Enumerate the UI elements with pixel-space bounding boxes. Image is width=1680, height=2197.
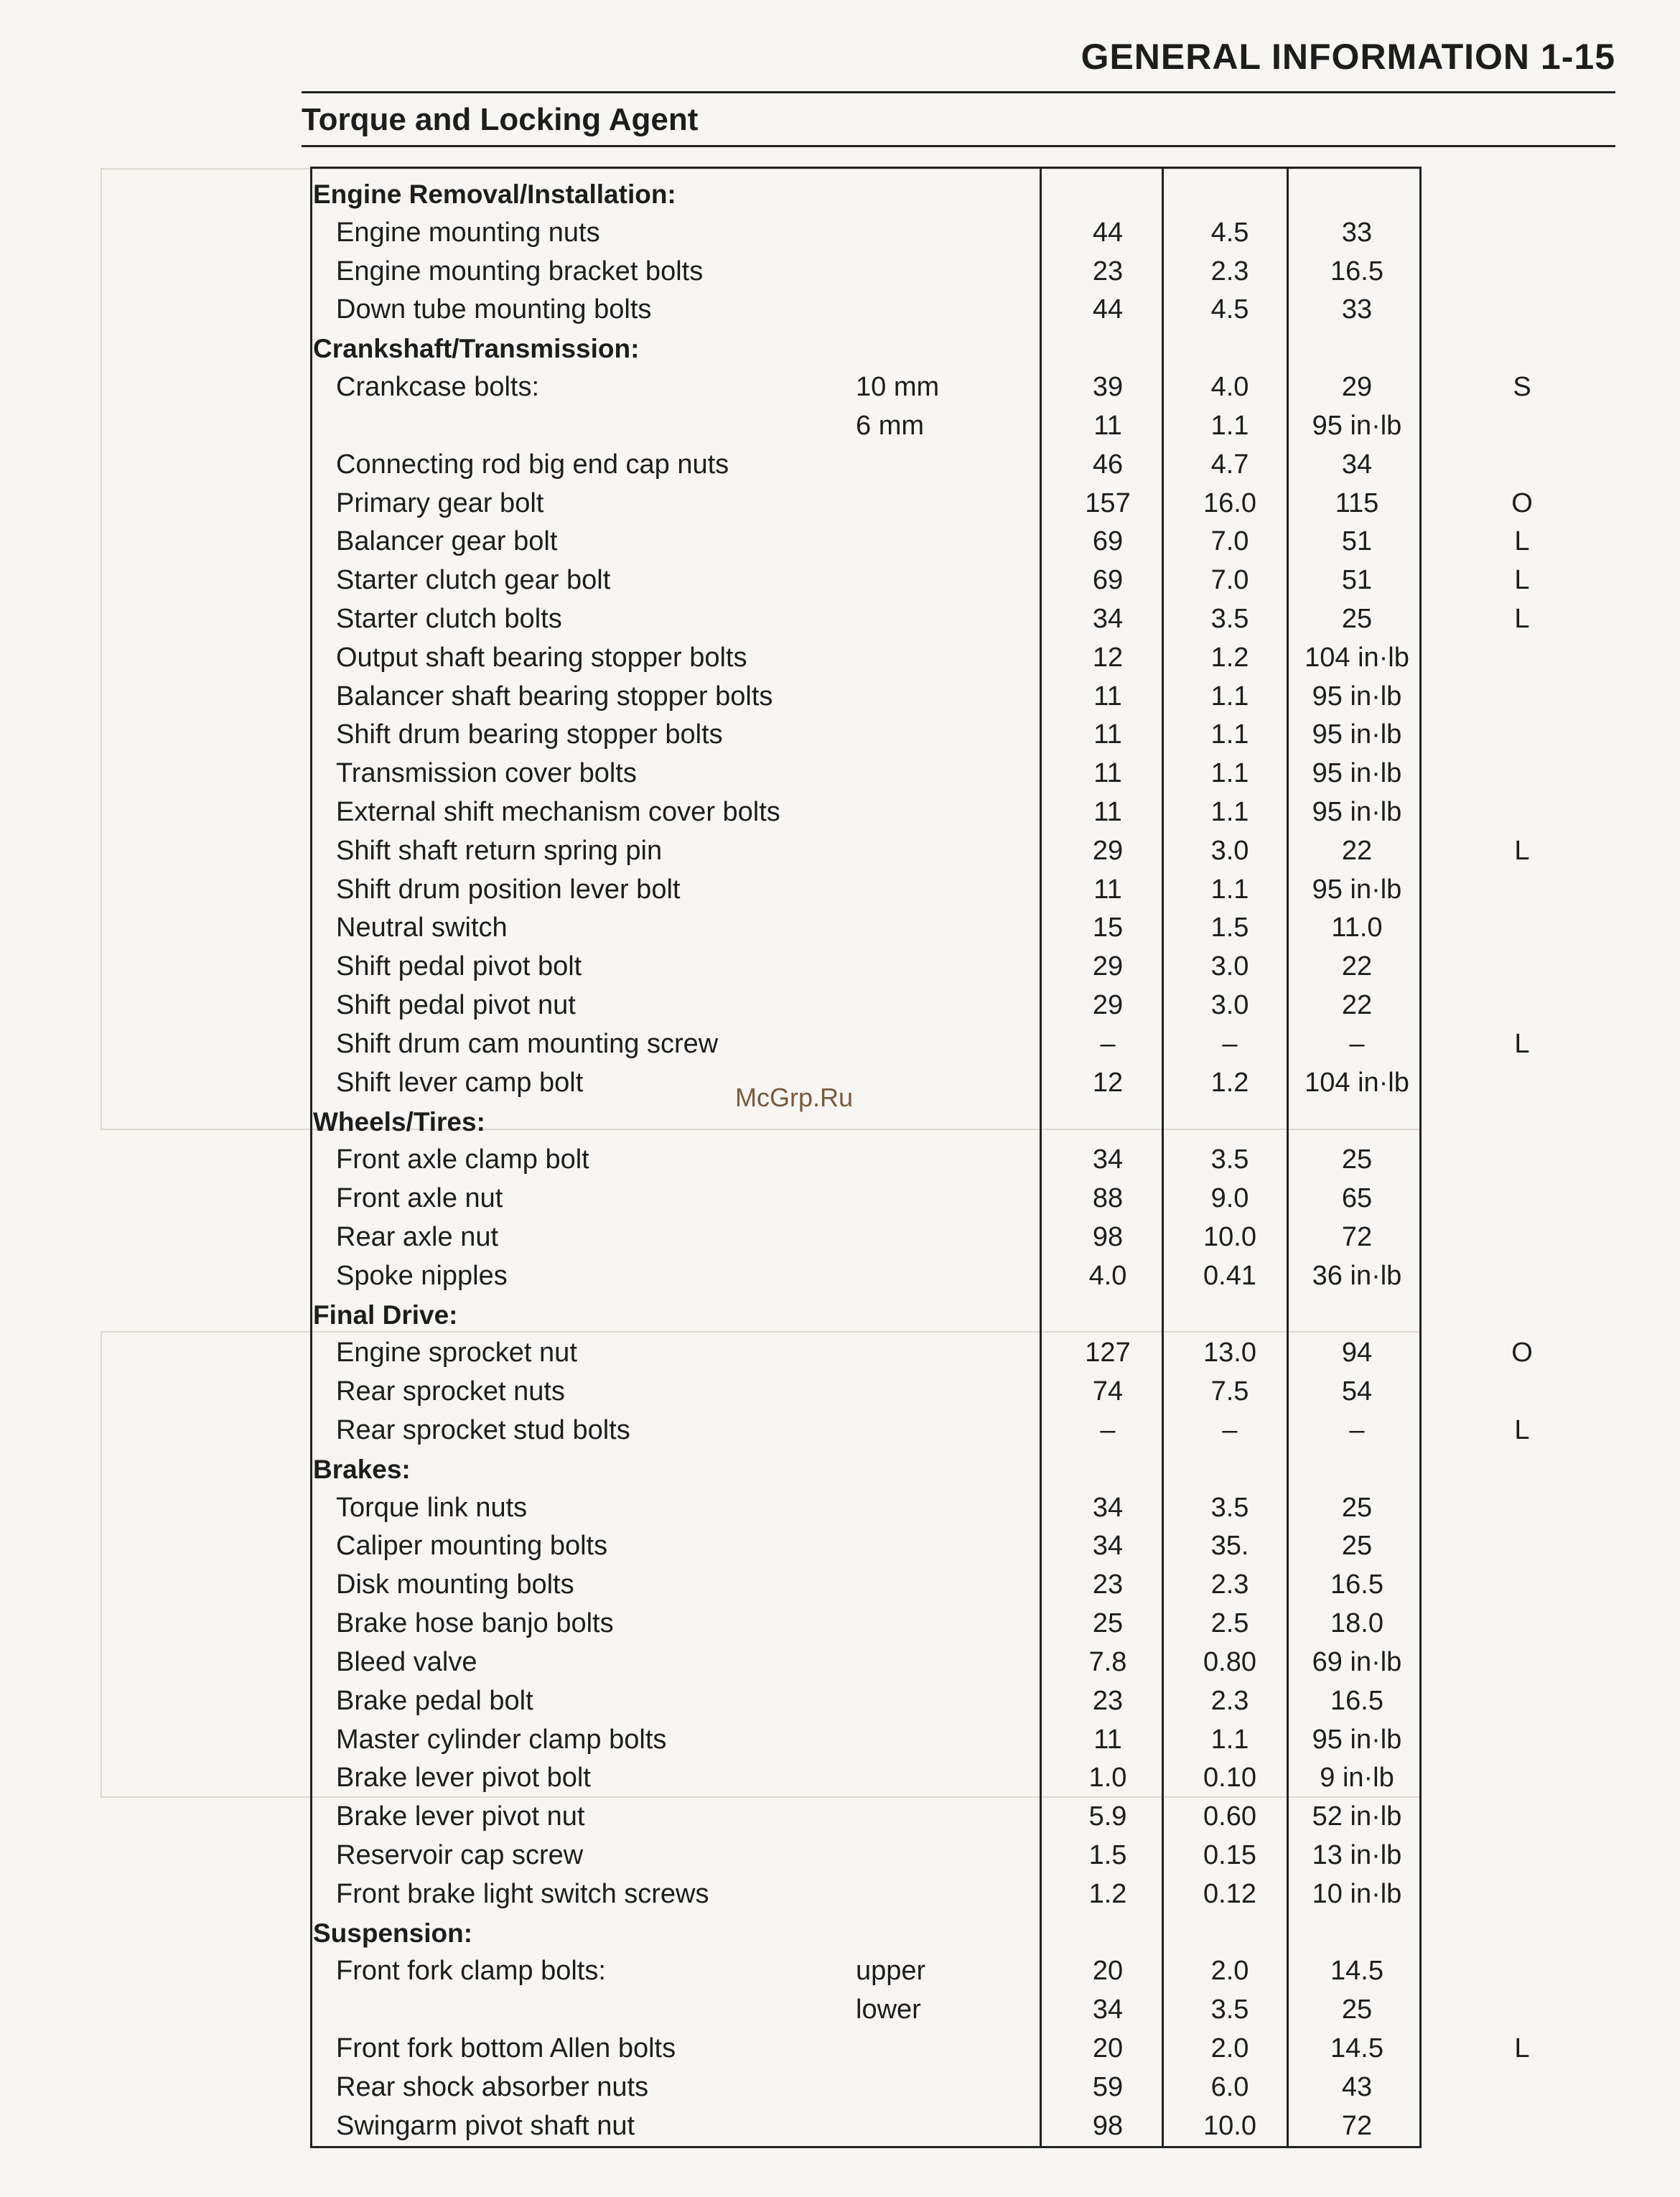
torque-ftlb: 25 — [1341, 1531, 1373, 1562]
torque-nm: 34 — [1092, 1492, 1124, 1523]
torque-kgm: 1.1 — [1210, 1724, 1249, 1755]
page-header-title: GENERAL INFORMATION 1-15 — [1081, 37, 1615, 77]
torque-ftlb: 25 — [1341, 1492, 1373, 1523]
torque-ftlb: 95 in·lb — [1312, 797, 1402, 827]
torque-nm: 44 — [1092, 294, 1124, 325]
table-row — [0, 909, 1680, 948]
torque-nm: 20 — [1092, 2033, 1124, 2063]
torque-kgm: 3.0 — [1210, 835, 1249, 866]
table-row — [0, 1180, 1680, 1218]
remark-code: L — [1514, 1028, 1530, 1059]
remark-code: O — [1511, 488, 1533, 518]
table-row — [0, 1373, 1680, 1412]
torque-nm: 44 — [1092, 217, 1124, 248]
table-row — [0, 600, 1680, 639]
fastener-size-label: upper — [856, 1956, 926, 1987]
torque-ftlb: 95 in·lb — [1312, 410, 1402, 441]
table-row — [0, 1257, 1680, 1296]
torque-ftlb: 16.5 — [1330, 1569, 1383, 1600]
torque-nm: 69 — [1092, 526, 1124, 557]
fastener-label: Front axle nut — [336, 1183, 503, 1214]
category-label: Wheels/Tires: — [313, 1106, 485, 1137]
fastener-label: Starter clutch bolts — [336, 603, 562, 634]
category-row — [0, 175, 1680, 214]
fastener-label: Brake pedal bolt — [336, 1685, 533, 1716]
torque-ftlb: 16.5 — [1330, 256, 1383, 286]
fastener-label: Shift drum cam mounting screw — [336, 1028, 719, 1059]
torque-kgm: 1.1 — [1210, 719, 1249, 750]
torque-ftlb: 16.5 — [1330, 1685, 1383, 1716]
torque-ftlb: 72 — [1341, 1221, 1373, 1252]
torque-ftlb: 72 — [1341, 2110, 1373, 2141]
torque-kgm: – — [1222, 1415, 1238, 1445]
torque-kgm: 1.2 — [1210, 1067, 1249, 1098]
table-row — [0, 871, 1680, 910]
torque-ftlb: 51 — [1341, 565, 1373, 596]
torque-kgm: 0.10 — [1203, 1763, 1256, 1793]
torque-nm: 11 — [1093, 719, 1122, 750]
torque-kgm: 0.60 — [1203, 1801, 1256, 1832]
fastener-label: Shift shaft return spring pin — [336, 835, 663, 866]
torque-kgm: 10.0 — [1203, 2110, 1256, 2141]
fastener-label: Front axle clamp bolt — [336, 1144, 589, 1175]
torque-ftlb: 34 — [1341, 449, 1373, 480]
torque-nm: 98 — [1092, 2110, 1124, 2141]
torque-ftlb: 104 in·lb — [1305, 642, 1409, 673]
fastener-label: Brake lever pivot bolt — [336, 1763, 591, 1793]
torque-kgm: 1.1 — [1210, 410, 1249, 441]
table-row — [0, 1643, 1680, 1682]
torque-kgm: 1.5 — [1210, 913, 1249, 943]
torque-nm: 157 — [1085, 488, 1131, 518]
remark-code: O — [1511, 1338, 1533, 1368]
remark-code: L — [1514, 835, 1530, 866]
fastener-label: Transmission cover bolts — [336, 758, 637, 789]
torque-ftlb: 14.5 — [1330, 1956, 1383, 1987]
torque-kgm: 2.3 — [1210, 1569, 1249, 1600]
torque-nm: – — [1100, 1415, 1116, 1445]
torque-ftlb: 22 — [1341, 951, 1373, 982]
remark-code: L — [1514, 1415, 1530, 1445]
table-row — [0, 1952, 1680, 1991]
fastener-label: Swingarm pivot shaft nut — [336, 2110, 635, 2141]
fastener-label: Front brake light switch screws — [336, 1878, 709, 1909]
table-row — [0, 407, 1680, 446]
torque-nm: 1.0 — [1088, 1763, 1127, 1793]
torque-ftlb: – — [1349, 1028, 1365, 1059]
category-label: Final Drive: — [313, 1300, 458, 1330]
torque-ftlb: 65 — [1341, 1183, 1373, 1214]
torque-kgm: 13.0 — [1203, 1338, 1256, 1368]
table-row — [0, 1412, 1680, 1450]
torque-nm: 34 — [1092, 1531, 1124, 1562]
torque-kgm: 10.0 — [1203, 1221, 1256, 1252]
table-row — [0, 2030, 1680, 2068]
table-row — [0, 446, 1680, 485]
torque-nm: 25 — [1092, 1608, 1124, 1639]
torque-kgm: 7.0 — [1210, 565, 1249, 596]
torque-nm: 59 — [1092, 2071, 1124, 2102]
category-label: Engine Removal/Installation: — [313, 179, 676, 209]
torque-nm: 23 — [1092, 1685, 1124, 1716]
torque-kgm: 3.5 — [1210, 1995, 1249, 2025]
table-row — [0, 561, 1680, 600]
fastener-label: Output shaft bearing stopper bolts — [336, 642, 747, 673]
table-row — [0, 1334, 1680, 1373]
table-row — [0, 678, 1680, 717]
fastener-label: Rear sprocket nuts — [336, 1376, 565, 1407]
fastener-label: Caliper mounting bolts — [336, 1531, 608, 1562]
fastener-label: Reservoir cap screw — [336, 1839, 584, 1870]
torque-nm: 74 — [1092, 1376, 1124, 1407]
fastener-label: Bleed valve — [336, 1646, 477, 1677]
torque-kgm: 4.5 — [1210, 217, 1249, 248]
torque-nm: 29 — [1092, 951, 1124, 982]
torque-kgm: 4.5 — [1210, 294, 1249, 325]
torque-nm: 23 — [1092, 1569, 1124, 1600]
torque-ftlb: 94 — [1341, 1338, 1373, 1368]
torque-ftlb: 22 — [1341, 990, 1373, 1021]
torque-ftlb: 54 — [1341, 1376, 1373, 1407]
torque-ftlb: 95 in·lb — [1312, 1724, 1402, 1755]
table-row — [0, 1837, 1680, 1875]
torque-nm: 12 — [1092, 1067, 1124, 1098]
torque-ftlb: 51 — [1341, 526, 1373, 557]
torque-nm: 39 — [1092, 372, 1124, 403]
torque-ftlb: 104 in·lb — [1305, 1067, 1409, 1098]
fastener-label: Disk mounting bolts — [336, 1569, 574, 1600]
torque-kgm: 3.0 — [1210, 990, 1249, 1021]
fastener-label: Starter clutch gear bolt — [336, 565, 611, 596]
torque-kgm: 2.0 — [1210, 2033, 1249, 2063]
torque-nm: 98 — [1092, 1221, 1124, 1252]
table-row — [0, 1682, 1680, 1721]
torque-nm: 127 — [1085, 1338, 1131, 1368]
section-title: Torque and Locking Agent — [302, 102, 699, 137]
category-row — [0, 330, 1680, 368]
table-row — [0, 1218, 1680, 1257]
torque-nm: 1.2 — [1088, 1878, 1127, 1909]
table-row — [0, 1141, 1680, 1180]
torque-kgm: 4.0 — [1210, 372, 1249, 403]
fastener-size-label: 10 mm — [856, 372, 940, 403]
torque-nm: 11 — [1093, 1724, 1122, 1755]
torque-nm: 11 — [1093, 410, 1122, 441]
table-row — [0, 1489, 1680, 1528]
table-row — [0, 755, 1680, 793]
fastener-label: Master cylinder clamp bolts — [336, 1724, 667, 1755]
torque-kgm: 1.1 — [1210, 797, 1249, 827]
fastener-label: Balancer shaft bearing stopper bolts — [336, 681, 773, 712]
torque-kgm: 3.5 — [1210, 1492, 1249, 1523]
torque-ftlb: 22 — [1341, 835, 1373, 866]
table-row — [0, 1798, 1680, 1837]
table-row — [0, 832, 1680, 871]
torque-ftlb: 10 in·lb — [1312, 1878, 1402, 1909]
table-row — [0, 1721, 1680, 1760]
table-row — [0, 523, 1680, 561]
fastener-label: Shift pedal pivot nut — [336, 990, 576, 1021]
fastener-label: Rear shock absorber nuts — [336, 2071, 649, 2102]
table-row — [0, 986, 1680, 1025]
torque-kgm: 2.5 — [1210, 1608, 1249, 1639]
torque-kgm: 0.80 — [1203, 1646, 1256, 1677]
torque-ftlb: 95 in·lb — [1312, 719, 1402, 750]
torque-ftlb: 13 in·lb — [1312, 1839, 1402, 1870]
fastener-label: Neutral switch — [336, 913, 508, 943]
torque-kgm: 1.1 — [1210, 758, 1249, 789]
fastener-label: External shift mechanism cover bolts — [336, 797, 780, 827]
fastener-label: Front fork bottom Allen bolts — [336, 2033, 676, 2063]
torque-nm: 88 — [1092, 1183, 1124, 1214]
fastener-label: Engine mounting nuts — [336, 217, 600, 248]
torque-ftlb: 25 — [1341, 1144, 1373, 1175]
torque-kgm: 1.1 — [1210, 681, 1249, 712]
table-row — [0, 793, 1680, 832]
torque-kgm: 0.41 — [1203, 1260, 1256, 1291]
fastener-label: Rear sprocket stud bolts — [336, 1415, 630, 1445]
remark-code: L — [1514, 603, 1530, 634]
torque-nm: 5.9 — [1088, 1801, 1127, 1832]
torque-nm: 12 — [1092, 642, 1124, 673]
torque-nm: 15 — [1092, 913, 1124, 943]
fastener-label: Engine mounting bracket bolts — [336, 256, 704, 286]
remark-code: L — [1514, 526, 1530, 557]
table-row — [0, 1991, 1680, 2030]
table-row — [0, 1759, 1680, 1798]
table-row — [0, 214, 1680, 253]
torque-kgm: 3.5 — [1210, 603, 1249, 634]
torque-kgm: 7.0 — [1210, 526, 1249, 557]
torque-nm: 11 — [1093, 874, 1122, 905]
fastener-label: Engine sprocket nut — [336, 1338, 577, 1368]
fastener-label: Primary gear bolt — [336, 488, 544, 518]
remark-code: L — [1514, 2033, 1530, 2063]
fastener-label: Shift drum position lever bolt — [336, 874, 681, 905]
category-row — [0, 1296, 1680, 1335]
fastener-label: Balancer gear bolt — [336, 526, 558, 557]
torque-nm: 1.5 — [1088, 1839, 1127, 1870]
category-label: Suspension: — [313, 1918, 473, 1948]
torque-kgm: 2.0 — [1210, 1956, 1249, 1987]
torque-ftlb: 69 in·lb — [1312, 1646, 1402, 1677]
category-row — [0, 1914, 1680, 1953]
category-label: Brakes: — [313, 1454, 411, 1484]
torque-kgm: – — [1222, 1028, 1238, 1059]
fastener-label: Brake hose banjo bolts — [336, 1608, 614, 1639]
table-row — [0, 948, 1680, 986]
torque-ftlb: 115 — [1335, 488, 1379, 518]
fastener-label: Shift drum bearing stopper bolts — [336, 719, 723, 750]
torque-ftlb: 95 in·lb — [1312, 874, 1402, 905]
torque-ftlb: 29 — [1341, 372, 1373, 403]
remark-code: S — [1513, 372, 1531, 403]
section-rule — [302, 145, 1615, 147]
torque-kgm: 6.0 — [1210, 2071, 1249, 2102]
table-row — [0, 485, 1680, 523]
torque-kgm: 0.12 — [1203, 1878, 1256, 1909]
torque-nm: 23 — [1092, 256, 1124, 286]
torque-kgm: 35. — [1210, 1531, 1249, 1562]
torque-ftlb: 18.0 — [1330, 1608, 1383, 1639]
torque-nm: 46 — [1092, 449, 1124, 480]
fastener-label: Shift lever camp bolt — [336, 1067, 584, 1098]
torque-ftlb: – — [1349, 1415, 1365, 1445]
fastener-size-label: lower — [856, 1995, 921, 2025]
fastener-label: Rear axle nut — [336, 1221, 499, 1252]
torque-nm: 11 — [1093, 758, 1122, 789]
table-row — [0, 253, 1680, 291]
torque-nm: 11 — [1093, 797, 1122, 827]
header-rule — [302, 91, 1615, 93]
torque-ftlb: 25 — [1341, 1995, 1373, 2025]
table-row — [0, 1527, 1680, 1566]
torque-kgm: 4.7 — [1210, 449, 1249, 480]
torque-nm: 20 — [1092, 1956, 1124, 1987]
torque-kgm: 2.3 — [1210, 1685, 1249, 1716]
torque-table-rows — [0, 175, 1680, 2145]
fastener-label: Front fork clamp bolts: — [336, 1956, 606, 1987]
fastener-label: Crankcase bolts: — [336, 372, 540, 403]
table-row — [0, 1566, 1680, 1605]
torque-kgm: 3.5 — [1210, 1144, 1249, 1175]
torque-ftlb: 95 in·lb — [1312, 758, 1402, 789]
fastener-size-label: 6 mm — [856, 410, 924, 441]
fastener-label: Down tube mounting bolts — [336, 294, 652, 325]
table-row — [0, 1025, 1680, 1064]
torque-kgm: 3.0 — [1210, 951, 1249, 982]
torque-ftlb: 14.5 — [1330, 2033, 1383, 2063]
torque-nm: 69 — [1092, 565, 1124, 596]
torque-ftlb: 11.0 — [1331, 913, 1383, 943]
torque-ftlb: 52 in·lb — [1312, 1801, 1402, 1832]
torque-nm: 11 — [1093, 681, 1122, 712]
category-label: Crankshaft/Transmission: — [313, 334, 640, 364]
table-row — [0, 2068, 1680, 2107]
watermark: McGrp.Ru — [735, 1083, 854, 1112]
torque-nm: 34 — [1092, 603, 1124, 634]
fastener-label: Connecting rod big end cap nuts — [336, 449, 729, 480]
torque-kgm: 2.3 — [1210, 256, 1249, 286]
table-row — [0, 291, 1680, 330]
torque-nm: 29 — [1092, 990, 1124, 1021]
torque-kgm: 1.2 — [1210, 642, 1249, 673]
torque-ftlb: 33 — [1341, 217, 1373, 248]
fastener-label: Brake lever pivot nut — [336, 1801, 585, 1832]
torque-nm: 29 — [1092, 835, 1124, 866]
torque-kgm: 9.0 — [1210, 1183, 1249, 1214]
table-row — [0, 1875, 1680, 1914]
torque-kgm: 16.0 — [1203, 488, 1256, 518]
remark-code: L — [1514, 565, 1530, 596]
torque-kgm: 7.5 — [1210, 1376, 1249, 1407]
table-row — [0, 716, 1680, 755]
torque-nm: 34 — [1092, 1144, 1124, 1175]
torque-kgm: 1.1 — [1210, 874, 1249, 905]
fastener-label: Spoke nipples — [336, 1260, 508, 1291]
table-row — [0, 368, 1680, 407]
torque-nm: 4.0 — [1088, 1260, 1127, 1291]
torque-nm: 7.8 — [1088, 1646, 1127, 1677]
torque-nm: 34 — [1092, 1995, 1124, 2025]
torque-nm: – — [1100, 1028, 1116, 1059]
table-row — [0, 2107, 1680, 2146]
category-row — [0, 1450, 1680, 1489]
torque-ftlb: 95 in·lb — [1312, 681, 1402, 712]
fastener-label: Torque link nuts — [336, 1492, 528, 1523]
torque-ftlb: 9 in·lb — [1320, 1763, 1394, 1793]
torque-ftlb: 25 — [1341, 603, 1373, 634]
table-row — [0, 1605, 1680, 1643]
fastener-label: Shift pedal pivot bolt — [336, 951, 582, 982]
table-row — [0, 639, 1680, 678]
torque-ftlb: 36 in·lb — [1312, 1260, 1402, 1291]
torque-ftlb: 43 — [1341, 2071, 1373, 2102]
torque-kgm: 0.15 — [1203, 1839, 1256, 1870]
torque-ftlb: 33 — [1341, 294, 1373, 325]
